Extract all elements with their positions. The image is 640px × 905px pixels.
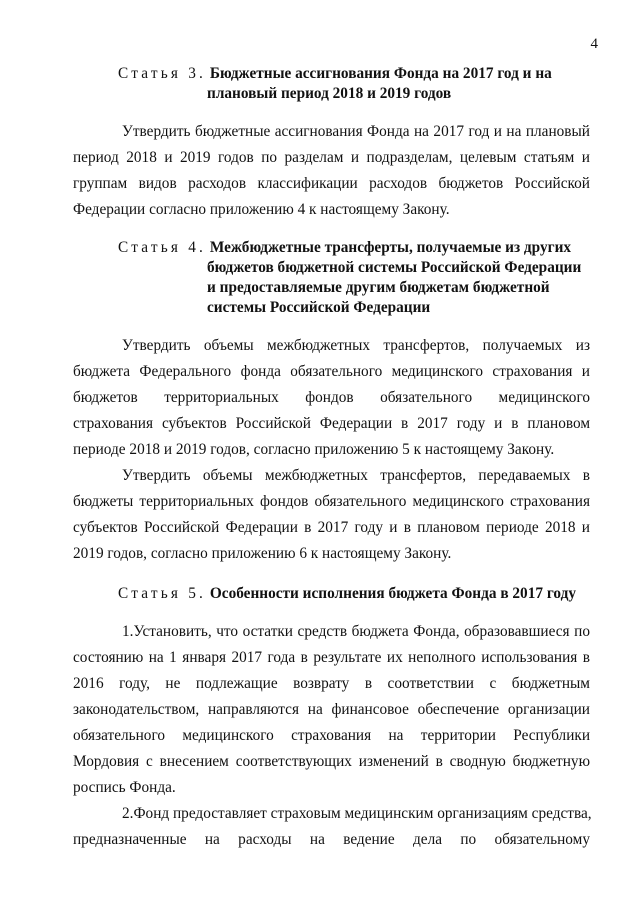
article-3-body-line-1: Утвердить бюджетные ассигнования Фонда на 2017 год и на плановый [122, 123, 590, 140]
article-3-body-line-3: группам видов расходов классификации расходов бюджетов Российской [73, 175, 590, 192]
article-3-title-line-1: Бюджетные ассигнования Фонда на 2017 год и на [209, 65, 552, 82]
article-4-para-1-line-3: бюджетов территориальных фондов обязательного медицинского [73, 389, 590, 406]
article-4-para-1-line-5: периоде 2018 и 2019 годов, согласно приложению 5 к настоящему Закону. [73, 441, 555, 458]
article-4-para-1-line-1: Утвердить объемы межбюджетных трансфертов, получаемых из [122, 337, 590, 354]
article-5-para-1-line-5: обязательного медицинского страхования на территории Республики [73, 727, 590, 744]
article-3-body-line-2: период 2018 и 2019 годов по разделам и подразделам, целевым статьям и [73, 149, 590, 166]
article-4-title-line-4: системы Российской Федерации [207, 299, 431, 316]
article-5-para-1-line-4: законодательством, направляются на финансовое обеспечение организации [73, 701, 590, 718]
article-4-title-line-1: Межбюджетные трансферты, получаемые из других [209, 239, 572, 256]
article-4-title-line-2: бюджетов бюджетной системы Российской Федерации [207, 259, 582, 276]
article-3-label: Статья 3. [118, 65, 207, 82]
article-5-para-1-line-7: роспись Фонда. [73, 779, 176, 796]
article-5-para-1-line-6: Мордовия с внесением соответствующих изменений в сводную бюджетную [73, 753, 590, 770]
article-5-label: Статья 5. [118, 585, 207, 602]
article-5-title: Особенности исполнения бюджета Фонда в 2017 году [209, 585, 576, 602]
article-5-heading [118, 584, 576, 604]
article-4-para-1-line-2: бюджета Федерального фонда обязательного медицинского страхования и [73, 363, 590, 380]
article-4-para-2-line-4: 2019 годов, согласно приложению 6 к настоящему Закону. [73, 545, 452, 562]
article-5-para-1-line-3: 2016 году, не подлежащие возврату в соответствии с бюджетным [73, 675, 590, 692]
article-3-body-line-4: Федерации согласно приложению 4 к настоящему Закону. [73, 201, 450, 218]
article-4-para-2-line-3: субъектов Российской Федерации в 2017 году и в плановом периоде 2018 и [73, 519, 590, 536]
article-5-para-2-line-1: 2.Фонд предоставляет страховым медицинским организациям средства, [122, 805, 592, 822]
article-4-label: Статья 4. [118, 239, 207, 256]
article-4-heading-line-1 [118, 238, 571, 258]
article-4-para-1-line-4: страхования субъектов Российской Федерации в 2017 году и в плановом [73, 415, 590, 432]
article-5-para-1-line-2: состоянию на 1 января 2017 года в результате их неполного использования в [73, 649, 590, 666]
article-3-heading-line-1 [118, 64, 552, 84]
article-4-para-2-line-2: бюджеты территориальных фондов обязательного медицинского страхования [73, 493, 590, 510]
article-3-title-line-2: плановый период 2018 и 2019 годов [207, 85, 452, 102]
article-5-para-1-line-1: 1.Установить, что остатки средств бюджета Фонда, образовавшиеся по [122, 623, 590, 640]
article-4-para-2-line-1: Утвердить объемы межбюджетных трансфертов, передаваемых в [122, 467, 590, 484]
article-4-title-line-3: и предоставляемые другим бюджетам бюджетной [207, 279, 550, 296]
article-5-para-2-line-2: предназначенные на расходы на ведение дела по обязательному [73, 831, 590, 848]
page-number: 4 [590, 36, 598, 52]
